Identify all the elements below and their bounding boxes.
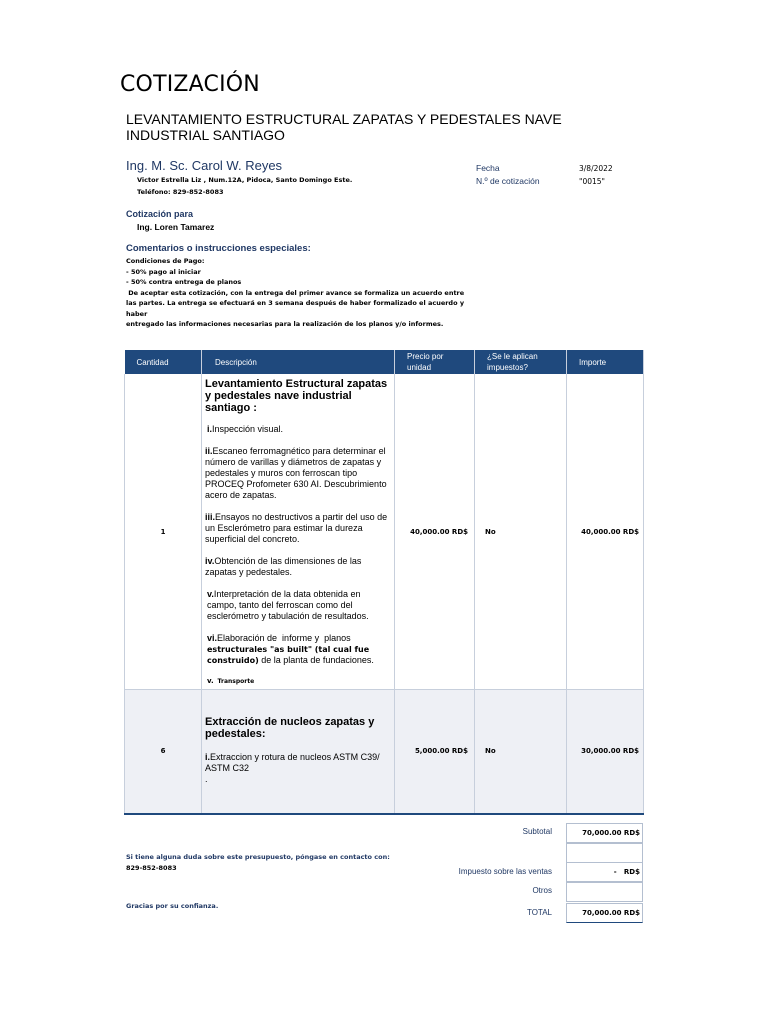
others-value <box>566 882 643 902</box>
client-name: Ing. Loren Tamarez <box>137 222 215 232</box>
col-header-tax: ¿Se le aplican impuestos? <box>475 350 567 374</box>
subtotal-value: 70,000.00 RD$ <box>566 823 643 843</box>
comment-line: - 50% pago al iniciar <box>126 267 201 276</box>
sales-tax-value: - RD$ <box>566 862 643 882</box>
comment-line: entregado las informaciones necesarias para la realización de los planos y/o informes. <box>126 320 444 328</box>
row-qty: 6 <box>125 690 202 814</box>
row-title: Levantamiento Estructural zapatas y pedestales nave industrial santiago : <box>205 378 388 414</box>
row-amount: 40,000.00 RD$ <box>567 374 644 690</box>
col-header-amount: Importe <box>567 350 644 374</box>
comment-line: Condiciones de Pago: <box>126 257 205 265</box>
desc-item-transport: v. Transporte <box>207 677 255 685</box>
desc-item: v.Interpretación de la data obtenida en campo, tanto del ferroscan como del esclerómetro y tabulación de resultados. <box>207 589 369 621</box>
desc-item: i.Inspección visual. <box>207 424 284 434</box>
thanks-text: Gracias por su confianza. <box>126 902 219 910</box>
comment-line: - 50% contra entrega de planos <box>126 278 242 286</box>
date-value: 3/8/2022 <box>579 164 613 173</box>
desc-item: i.Extraccion y rotura de nucleos ASTM C39/ ASTM C32 <box>205 752 380 773</box>
document-title: COTIZACIÓN <box>120 72 260 97</box>
row-title: Extracción de nucleos zapatas y pedestales: <box>205 716 375 740</box>
row-unit-price: 40,000.00 RD$ <box>395 374 475 690</box>
col-header-price: Precio por unidad <box>395 350 475 374</box>
desc-item-trailer: . <box>205 774 208 784</box>
blank-total-box <box>566 843 643 863</box>
comment-line: las partes. La entrega se efectuará en 3 semana después de haber formalizado el acuerdo y haber <box>126 299 465 318</box>
issuer-address: Victor Estrella Liz , Num.12A, Pidoca, Santo Domingo Este. <box>137 176 353 184</box>
row-unit-price: 5,000.00 RD$ <box>395 690 475 814</box>
table-row <box>125 690 644 814</box>
desc-item: iii.Ensayos no destructivos a partir del uso de un Esclerómetro para estimar la dureza superficial del concreto. <box>205 512 388 544</box>
row-qty: 1 <box>125 374 202 690</box>
document-subtitle: LEVANTAMIENTO ESTRUCTURAL ZAPATAS Y PEDESTALES NAVE INDUSTRIAL SANTIAGO <box>126 111 562 143</box>
row-tax: No <box>475 690 567 814</box>
client-label: Cotización para <box>126 209 194 219</box>
issuer-name: Ing. M. Sc. Carol W. Reyes <box>126 158 283 173</box>
row-description <box>202 690 395 814</box>
issuer-phone: Teléfono: 829-852-8083 <box>137 188 224 196</box>
col-header-qty: Cantidad <box>125 350 202 374</box>
table-header-row <box>125 350 644 374</box>
col-header-desc: Descripción <box>202 350 395 374</box>
comment-line: De aceptar esta cotización, con la entrega del primer avance se formaliza un acuerdo entre <box>126 288 465 297</box>
contact-phone: 829-852-8083 <box>126 864 177 872</box>
comments-block <box>126 256 486 330</box>
row-tax: No <box>475 374 567 690</box>
desc-item: vi.Elaboración de informe y planos estructurales "as built" (tal cual fue construido) de la planta de fundaciones. <box>207 633 374 665</box>
row-description <box>202 374 395 690</box>
total-value: 70,000.00 RD$ <box>566 903 643 923</box>
items-table <box>124 350 644 815</box>
subtotal-label: Subtotal <box>522 827 552 836</box>
quote-number-label: N.º de cotización <box>476 176 540 186</box>
total-label: TOTAL <box>526 908 552 917</box>
desc-item: iv.Obtención de las dimensiones de las zapatas y pedestales. <box>205 556 362 577</box>
sales-tax-label: Impuesto sobre las ventas <box>458 867 552 876</box>
contact-text: Si tiene alguna duda sobre este presupuesto, póngase en contacto con: <box>126 853 390 861</box>
desc-item: ii.Escaneo ferromagnético para determinar el número de varillas y diámetros de zapatas y pedestales y muros con ferroscan tipo PROCEQ Profometer 630 AI. Descubrimiento acero de zapatas. <box>205 446 387 500</box>
row-amount: 30,000.00 RD$ <box>567 690 644 814</box>
others-label: Otros <box>532 886 552 895</box>
date-label: Fecha <box>476 163 500 173</box>
comments-label: Comentarios o instrucciones especiales: <box>126 243 311 254</box>
table-row <box>125 374 644 690</box>
quote-number-value: "0015" <box>579 177 605 186</box>
